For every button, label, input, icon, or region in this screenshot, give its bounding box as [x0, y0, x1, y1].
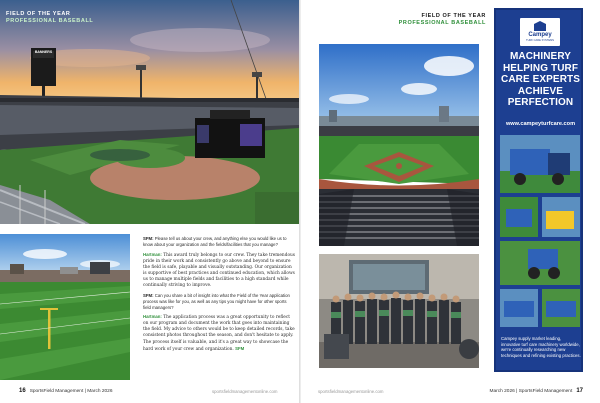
paragraph-text: Please tell us about your crew, and anything else you would like us to know about your organization and the fields/facilities that you manage? [143, 236, 287, 248]
logo-name: Campey [528, 32, 552, 38]
campey-advertisement[interactable] [494, 8, 583, 372]
scoreboard-sign: BANNERS [34, 50, 53, 54]
page-gutter [299, 0, 301, 403]
question-1 [143, 236, 295, 248]
end-mark: SFM [235, 345, 245, 351]
speaker-label: SFM: [143, 292, 154, 298]
campey-logo [520, 18, 560, 46]
speaker-label: SFM: [143, 236, 154, 241]
logo-tagline: TURF CARE SYSTEMS [526, 39, 554, 42]
answer-1 [143, 252, 295, 290]
running-head-left [6, 11, 166, 25]
running-head-subtitle: PROFESSIONAL BASEBALL [398, 20, 486, 26]
answer-2 [143, 314, 295, 353]
speaker-label: Hartman: [143, 251, 162, 257]
paragraph-text: The application process was a great opportunity to reflect on our program and document the work that goes into maintaining the field. My advice to others would be to keep detailed records, take consistent photos throughout the season, and don't hesitate to apply. The process itself is valuable, and it's a great way to showcase the hard work of your crew and organization. [143, 315, 295, 352]
footer-url-right: sportsfieldmanagementonline.com [318, 389, 384, 394]
publication-line: March 2026 | SportsField Management [489, 389, 573, 394]
ad-body-text: Campey supply market leading, innovative turf care machinery worldwide, we're continually researching new techniques and refining existing practices. [501, 336, 581, 358]
running-head-title: FIELD OF THE YEAR [421, 13, 486, 19]
stadium-concert-photo [0, 0, 299, 224]
ballfield-photo [0, 234, 130, 380]
running-head-subtitle: PROFESSIONAL BASEBALL [6, 18, 94, 24]
running-head-title: FIELD OF THE YEAR [6, 11, 71, 17]
ad-headline: MACHINERY HELPING TURF CARE EXPERTS ACHIEVE PERFECTION [501, 51, 580, 108]
paragraph-text: Can you share a bit of insight into what the Field of the Year application process was like for you, as well as any tips you might have for other sports field managers? [143, 292, 290, 310]
ad-machinery-photos [498, 131, 583, 330]
page-number: 17 [576, 388, 583, 394]
interview-article [143, 236, 295, 356]
footer-left [19, 388, 113, 394]
footer-url-left: sportsfieldmanagementonline.com [212, 389, 278, 394]
ad-url-link[interactable]: www.campeyturfcare.com [505, 121, 576, 127]
aerial-stadium-photo [319, 44, 479, 246]
paragraph-text: This award truly belongs to our crew. They take tremendous pride in their work and consistently go above and beyond to ensure the field is safe, playable and visually outstanding. Our organization is supportive of best practices and continued education, which allows us to manage multiple fields and facilities to a high standard while continually striving to improve. [143, 252, 296, 289]
grounds-crew-photo [319, 254, 479, 368]
page-number: 16 [19, 388, 26, 394]
question-2 [143, 293, 295, 311]
publication-line: SportsField Management | March 2026 [29, 389, 113, 394]
speaker-label: Hartman: [143, 314, 162, 320]
running-head-right [326, 13, 486, 27]
crest-icon [534, 21, 546, 31]
footer-right [489, 388, 583, 394]
